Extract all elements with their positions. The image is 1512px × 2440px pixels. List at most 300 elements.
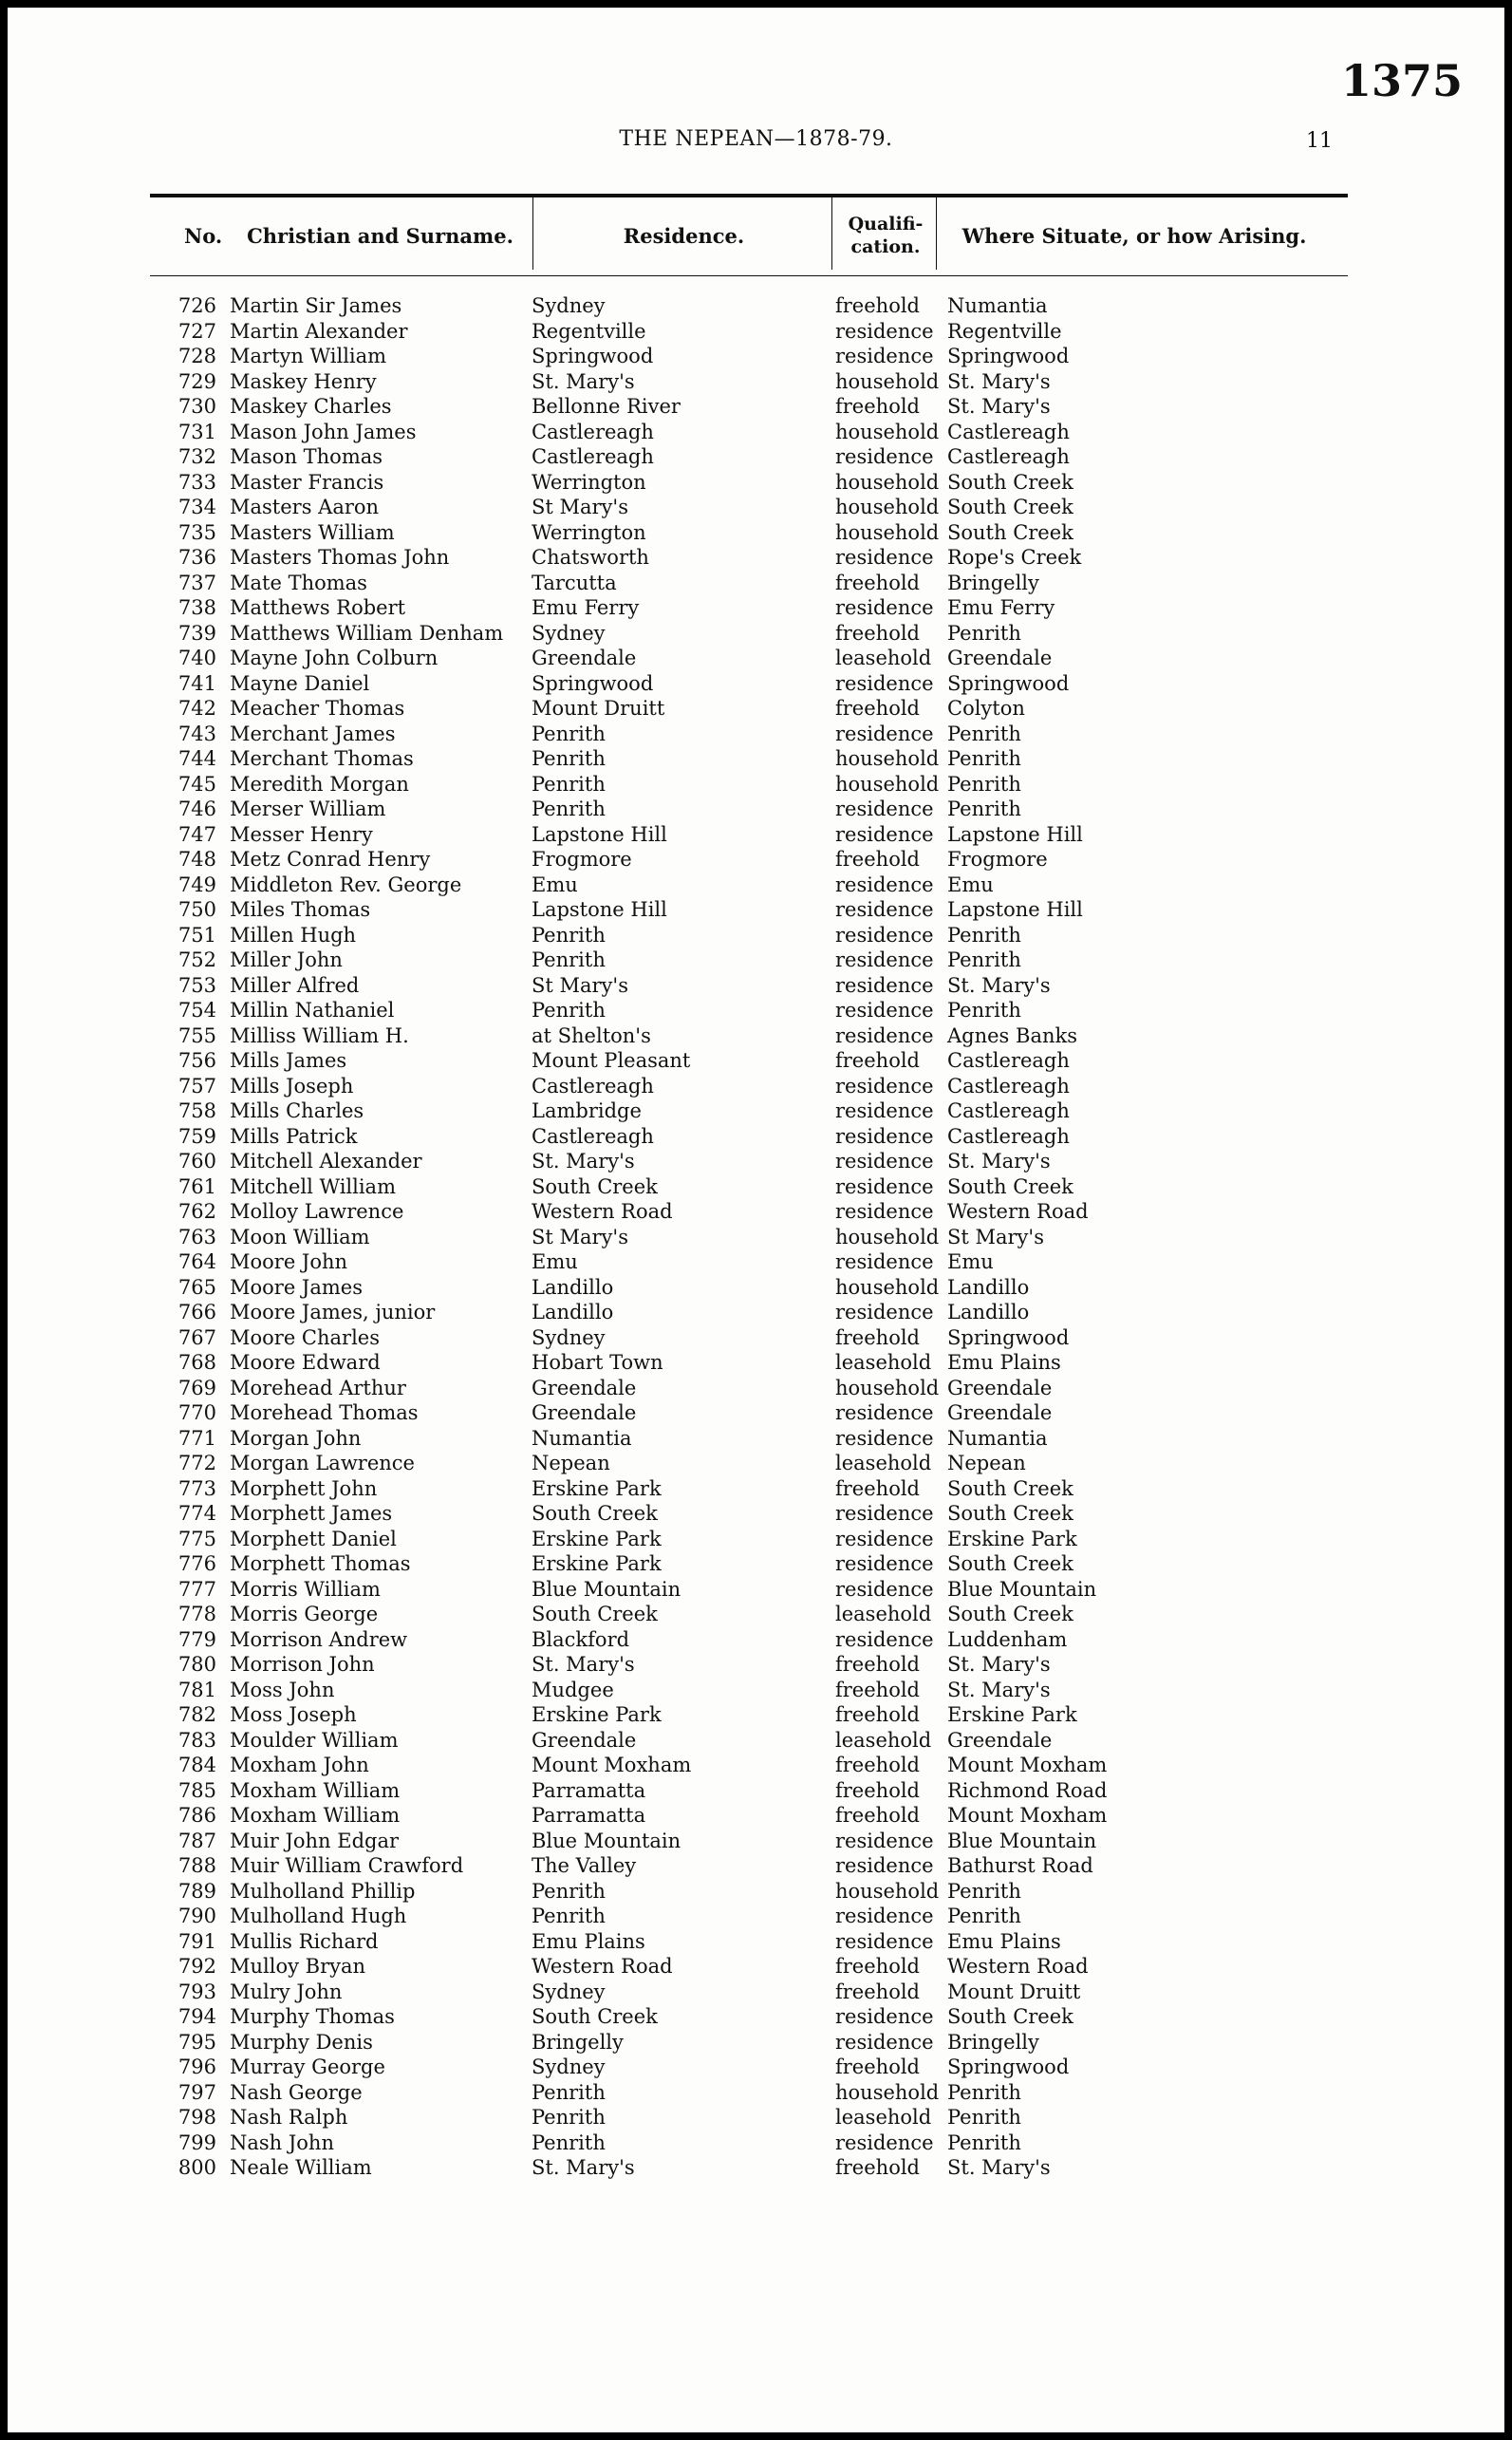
residence: Sydney (532, 1325, 606, 1349)
qualification: residence (835, 1074, 934, 1098)
qualification: residence (835, 1854, 934, 1877)
elector-name: Masters Thomas John (230, 546, 450, 569)
qualification: residence (835, 546, 934, 569)
qualification: household (835, 747, 940, 770)
qualification: residence (835, 1527, 934, 1550)
entry-number: 726 (177, 294, 216, 317)
entry-number: 790 (177, 1905, 216, 1927)
elector-name: Mulholland Hugh (230, 1905, 407, 1927)
elector-name: Muir William Crawford (230, 1854, 464, 1877)
entry-number: 761 (177, 1174, 216, 1198)
table-row (8, 595, 1504, 621)
header-no: No. (184, 223, 223, 248)
entry-number: 749 (177, 873, 216, 896)
entry-number: 767 (177, 1325, 216, 1349)
where-situate: Rope's Creek (947, 546, 1082, 569)
table-row (8, 973, 1504, 999)
elector-name: Millen Hugh (230, 923, 357, 947)
table-row (8, 2004, 1504, 2030)
where-situate: Erskine Park (947, 1703, 1077, 1726)
residence: Springwood (532, 671, 654, 695)
residence: Greendale (532, 1401, 637, 1424)
qualification: freehold (835, 2055, 920, 2078)
table-row (8, 1728, 1504, 1754)
table-row (8, 394, 1504, 420)
qualification: leasehold (835, 2106, 932, 2129)
table-row (8, 948, 1504, 973)
elector-name: Miles Thomas (230, 898, 371, 921)
table-row (8, 1300, 1504, 1325)
elector-name: Masters Aaron (230, 496, 380, 518)
elector-name: Milliss William H. (230, 1023, 409, 1047)
qualification: residence (835, 1552, 934, 1575)
table-row (8, 1501, 1504, 1527)
qualification: residence (835, 1929, 934, 1953)
elector-name: Merser William (230, 798, 386, 820)
header-where-situate: Where Situate, or how Arising. (961, 223, 1307, 248)
table-row (8, 1376, 1504, 1401)
elector-name: Middleton Rev. George (230, 873, 462, 896)
residence: Werrington (532, 470, 646, 494)
residence: Castlereagh (532, 1074, 654, 1098)
qualification: residence (835, 722, 934, 745)
where-situate: Frogmore (947, 848, 1048, 871)
elector-name: Murray George (230, 2055, 385, 2078)
entry-number: 745 (177, 772, 216, 796)
table-row (8, 1476, 1504, 1502)
elector-name: Moulder William (230, 1728, 399, 1752)
residence: South Creek (532, 1603, 658, 1625)
residence: St. Mary's (532, 369, 635, 393)
residence: at Shelton's (532, 1023, 651, 1047)
table-row (8, 444, 1504, 470)
qualification: freehold (835, 1804, 920, 1827)
entry-number: 742 (177, 697, 216, 720)
where-situate: St. Mary's (947, 369, 1051, 393)
where-situate: South Creek (947, 1476, 1073, 1500)
qualification: freehold (835, 571, 920, 594)
where-situate: Lapstone Hill (947, 898, 1083, 921)
elector-name: Mulloy Bryan (230, 1955, 366, 1978)
entry-number: 786 (177, 1804, 216, 1827)
residence: Penrith (532, 2080, 606, 2104)
where-situate: Penrith (947, 999, 1021, 1022)
entry-number: 781 (177, 1678, 216, 1701)
table-row (8, 1702, 1504, 1728)
qualification: household (835, 470, 940, 494)
residence: Penrith (532, 2106, 606, 2129)
where-situate: Castlereagh (947, 1074, 1070, 1098)
table-row (8, 1602, 1504, 1627)
residence: South Creek (532, 1502, 658, 1525)
where-situate: Landillo (947, 1275, 1030, 1299)
table-row (8, 1652, 1504, 1678)
where-situate: Penrith (947, 948, 1021, 971)
residence: Western Road (532, 1955, 673, 1978)
qualification: freehold (835, 294, 920, 317)
qualification: residence (835, 1829, 934, 1852)
residence: Greendale (532, 1376, 637, 1399)
entry-number: 747 (177, 822, 216, 846)
where-situate: South Creek (947, 470, 1073, 494)
page-number: 11 (1306, 129, 1333, 153)
residence: Greendale (532, 1728, 637, 1752)
where-situate: South Creek (947, 2005, 1073, 2028)
header-divider (831, 197, 832, 270)
elector-name: Mulry John (230, 1980, 343, 2003)
qualification: freehold (835, 1476, 920, 1500)
qualification: residence (835, 1301, 934, 1323)
where-situate: Numantia (947, 1426, 1048, 1450)
where-situate: Lapstone Hill (947, 822, 1083, 846)
where-situate: South Creek (947, 1174, 1073, 1198)
table-row (8, 1904, 1504, 1929)
qualification: residence (835, 596, 934, 619)
table-row (8, 822, 1504, 848)
qualification: household (835, 1376, 940, 1399)
residence: Nepean (532, 1452, 610, 1474)
qualification: residence (835, 2130, 934, 2154)
elector-name: Mate Thomas (230, 571, 367, 594)
qualification: residence (835, 923, 934, 947)
elector-name: Morgan John (230, 1426, 362, 1450)
qualification: residence (835, 948, 934, 971)
qualification: freehold (835, 395, 920, 418)
where-situate: Penrith (947, 621, 1021, 645)
entry-number: 753 (177, 973, 216, 997)
table-row (8, 1778, 1504, 1804)
entry-number: 789 (177, 1879, 216, 1903)
elector-name: Moxham William (230, 1778, 401, 1802)
elector-name: Mayne Daniel (230, 671, 370, 695)
residence: Penrith (532, 999, 606, 1022)
residence: St Mary's (532, 496, 628, 518)
entry-number: 760 (177, 1150, 216, 1173)
entry-number: 776 (177, 1552, 216, 1575)
elector-name: Moss Joseph (230, 1703, 357, 1726)
residence: Penrith (532, 747, 606, 770)
electors-list (8, 293, 1504, 2181)
qualification: leasehold (835, 647, 932, 669)
qualification: residence (835, 1124, 934, 1148)
elector-name: Merchant Thomas (230, 747, 414, 770)
elector-name: Mason Thomas (230, 445, 383, 468)
table-header-rule (150, 275, 1348, 276)
residence: Penrith (532, 722, 606, 745)
elector-name: Moon William (230, 1225, 370, 1248)
table-row (8, 2105, 1504, 2130)
elector-name: Morphett John (230, 1476, 378, 1500)
table-row (8, 470, 1504, 496)
residence: Sydney (532, 2055, 606, 2078)
qualification: household (835, 1275, 940, 1299)
table-row (8, 1426, 1504, 1452)
elector-name: Nash John (230, 2130, 334, 2154)
residence: Mount Druitt (532, 697, 665, 720)
where-situate: Castlereagh (947, 1099, 1070, 1122)
entry-number: 787 (177, 1829, 216, 1852)
qualification: household (835, 520, 940, 544)
elector-name: Murphy Thomas (230, 2005, 395, 2028)
where-situate: Western Road (947, 1200, 1089, 1223)
elector-name: Morris George (230, 1603, 379, 1625)
where-situate: Erskine Park (947, 1527, 1077, 1550)
table-row (8, 1048, 1504, 1074)
residence: Springwood (532, 345, 654, 367)
where-situate: Penrith (947, 2106, 1021, 2129)
elector-name: Masters William (230, 520, 395, 544)
qualification: freehold (835, 848, 920, 871)
qualification: residence (835, 319, 934, 343)
qualification: residence (835, 1502, 934, 1525)
qualification: residence (835, 999, 934, 1022)
entry-number: 741 (177, 671, 216, 695)
residence: Blackford (532, 1627, 630, 1651)
where-situate: Richmond Road (947, 1778, 1108, 1802)
residence: Erskine Park (532, 1476, 662, 1500)
entry-number: 796 (177, 2055, 216, 2078)
where-situate: South Creek (947, 520, 1073, 544)
qualification: residence (835, 1200, 934, 1223)
residence: Emu Ferry (532, 596, 640, 619)
elector-name: Mills Patrick (230, 1124, 358, 1148)
entry-number: 750 (177, 898, 216, 921)
where-situate: Mount Druitt (947, 1980, 1081, 2003)
where-situate: Penrith (947, 2080, 1021, 2104)
qualification: household (835, 496, 940, 518)
qualification: freehold (835, 1049, 920, 1072)
residence: Penrith (532, 1905, 606, 1927)
residence: Sydney (532, 294, 606, 317)
residence: Landillo (532, 1301, 614, 1323)
where-situate: St Mary's (947, 1225, 1044, 1248)
residence: Bringelly (532, 2030, 624, 2054)
entry-number: 784 (177, 1754, 216, 1776)
table-row (8, 1225, 1504, 1250)
table-row (8, 1753, 1504, 1778)
table-row (8, 722, 1504, 747)
qualification: freehold (835, 1653, 920, 1676)
elector-name: Morphett Thomas (230, 1552, 411, 1575)
elector-name: Maskey Charles (230, 395, 392, 418)
entry-number: 782 (177, 1703, 216, 1726)
where-situate: Emu Ferry (947, 596, 1055, 619)
entry-number: 768 (177, 1351, 216, 1374)
where-situate: Luddenham (947, 1627, 1068, 1651)
qualification: residence (835, 973, 934, 997)
table-row (8, 1023, 1504, 1049)
qualification: freehold (835, 2156, 920, 2179)
entry-number: 764 (177, 1250, 216, 1273)
where-situate: St. Mary's (947, 973, 1051, 997)
residence: Penrith (532, 1879, 606, 1903)
header-qualification (833, 197, 938, 275)
document-page (8, 8, 1504, 2432)
entry-number: 788 (177, 1854, 216, 1877)
entry-number: 737 (177, 571, 216, 594)
where-situate: St. Mary's (947, 1653, 1051, 1676)
residence: Blue Mountain (532, 1829, 681, 1852)
table-row (8, 621, 1504, 647)
entry-number: 774 (177, 1502, 216, 1525)
entry-number: 733 (177, 470, 216, 494)
entry-number: 738 (177, 596, 216, 619)
table-row (8, 1149, 1504, 1174)
residence: Penrith (532, 2130, 606, 2154)
entry-number: 732 (177, 445, 216, 468)
elector-name: Moore Charles (230, 1325, 381, 1349)
table-row (8, 797, 1504, 822)
where-situate: South Creek (947, 496, 1073, 518)
elector-name: Nash Ralph (230, 2106, 348, 2129)
qualification: leasehold (835, 1452, 932, 1474)
elector-name: Mills Joseph (230, 1074, 354, 1098)
entry-number: 756 (177, 1049, 216, 1072)
residence: St. Mary's (532, 2156, 635, 2179)
residence: Parramatta (532, 1778, 646, 1802)
entry-number: 744 (177, 747, 216, 770)
where-situate: Emu (947, 1250, 994, 1273)
elector-name: Miller John (230, 948, 343, 971)
table-row (8, 1551, 1504, 1577)
residence: Tarcutta (532, 571, 617, 594)
where-situate: Mount Moxham (947, 1804, 1108, 1827)
elector-name: Moxham William (230, 1804, 401, 1827)
where-situate: Penrith (947, 722, 1021, 745)
residence: Hobart Town (532, 1351, 663, 1374)
where-situate: Penrith (947, 2130, 1021, 2154)
entry-number: 771 (177, 1426, 216, 1450)
where-situate: Springwood (947, 671, 1070, 695)
where-situate: Penrith (947, 747, 1021, 770)
elector-name: Matthews Robert (230, 596, 406, 619)
residence: The Valley (532, 1854, 637, 1877)
header-divider (936, 197, 937, 270)
entry-number: 728 (177, 345, 216, 367)
qualification: household (835, 420, 940, 443)
table-row (8, 1829, 1504, 1854)
table-row (8, 1451, 1504, 1476)
entry-number: 752 (177, 948, 216, 971)
residence: Chatsworth (532, 546, 649, 569)
qualification: residence (835, 798, 934, 820)
table-row (8, 1098, 1504, 1124)
residence: Lapstone Hill (532, 898, 667, 921)
residence: Castlereagh (532, 420, 654, 443)
table-row (8, 1527, 1504, 1552)
elector-name: Morphett Daniel (230, 1527, 397, 1550)
where-situate: Penrith (947, 1879, 1021, 1903)
entry-number: 740 (177, 647, 216, 669)
residence: Penrith (532, 772, 606, 796)
entry-number: 735 (177, 520, 216, 544)
residence: Castlereagh (532, 445, 654, 468)
entry-number: 799 (177, 2130, 216, 2154)
qualification: residence (835, 1401, 934, 1424)
table-row (8, 1350, 1504, 1376)
entry-number: 765 (177, 1275, 216, 1299)
residence: Frogmore (532, 848, 632, 871)
residence: Emu (532, 873, 578, 896)
residence: Parramatta (532, 1804, 646, 1827)
entry-number: 734 (177, 496, 216, 518)
table-row (8, 998, 1504, 1023)
entry-number: 783 (177, 1728, 216, 1752)
where-situate: Bringelly (947, 2030, 1039, 2054)
residence: Sydney (532, 1980, 606, 2003)
elector-name: Martyn William (230, 345, 387, 367)
where-situate: Nepean (947, 1452, 1026, 1474)
elector-name: Meredith Morgan (230, 772, 409, 796)
entry-number: 778 (177, 1603, 216, 1625)
entry-number: 729 (177, 369, 216, 393)
entry-number: 792 (177, 1955, 216, 1978)
qualification: freehold (835, 1678, 920, 1701)
residence: Lapstone Hill (532, 822, 667, 846)
entry-number: 730 (177, 395, 216, 418)
qualification: residence (835, 898, 934, 921)
where-situate: Emu Plains (947, 1929, 1061, 1953)
qualification: residence (835, 1250, 934, 1273)
where-situate: Blue Mountain (947, 1577, 1097, 1601)
qualification: residence (835, 1174, 934, 1198)
residence: St Mary's (532, 1225, 628, 1248)
entry-number: 754 (177, 999, 216, 1022)
table-row (8, 2055, 1504, 2080)
residence: Erskine Park (532, 1527, 662, 1550)
header-divider (532, 197, 533, 270)
residence: South Creek (532, 2005, 658, 2028)
where-situate: Castlereagh (947, 1049, 1070, 1072)
residence: Regentville (532, 319, 646, 343)
residence: Erskine Park (532, 1552, 662, 1575)
elector-name: Matthews William Denham (230, 621, 504, 645)
where-situate: Penrith (947, 772, 1021, 796)
volume-page-number: 1375 (1340, 55, 1463, 106)
elector-name: Millin Nathaniel (230, 999, 395, 1022)
where-situate: Western Road (947, 1955, 1089, 1978)
where-situate: Numantia (947, 294, 1048, 317)
entry-number: 758 (177, 1099, 216, 1122)
table-row (8, 1275, 1504, 1301)
entry-number: 762 (177, 1200, 216, 1223)
where-situate: St. Mary's (947, 395, 1051, 418)
table-row (8, 1074, 1504, 1099)
residence: Penrith (532, 923, 606, 947)
residence: Landillo (532, 1275, 614, 1299)
table-row (8, 1249, 1504, 1275)
table-row (8, 1174, 1504, 1200)
qualification: residence (835, 1023, 934, 1047)
table-row (8, 344, 1504, 369)
elector-name: Mulholland Phillip (230, 1879, 416, 1903)
where-situate: Regentville (947, 319, 1062, 343)
elector-name: Mayne John Colburn (230, 647, 439, 669)
entry-number: 746 (177, 798, 216, 820)
elector-name: Morehead Arthur (230, 1376, 406, 1399)
table-row (8, 1929, 1504, 1955)
entry-number: 755 (177, 1023, 216, 1047)
table-row (8, 2080, 1504, 2106)
table-row (8, 420, 1504, 445)
table-row (8, 1678, 1504, 1703)
header-residence: Residence. (623, 223, 745, 248)
elector-name: Morehead Thomas (230, 1401, 419, 1424)
qualification: household (835, 369, 940, 393)
table-row (8, 2130, 1504, 2156)
qualification: residence (835, 1905, 934, 1927)
where-situate: Emu (947, 873, 994, 896)
